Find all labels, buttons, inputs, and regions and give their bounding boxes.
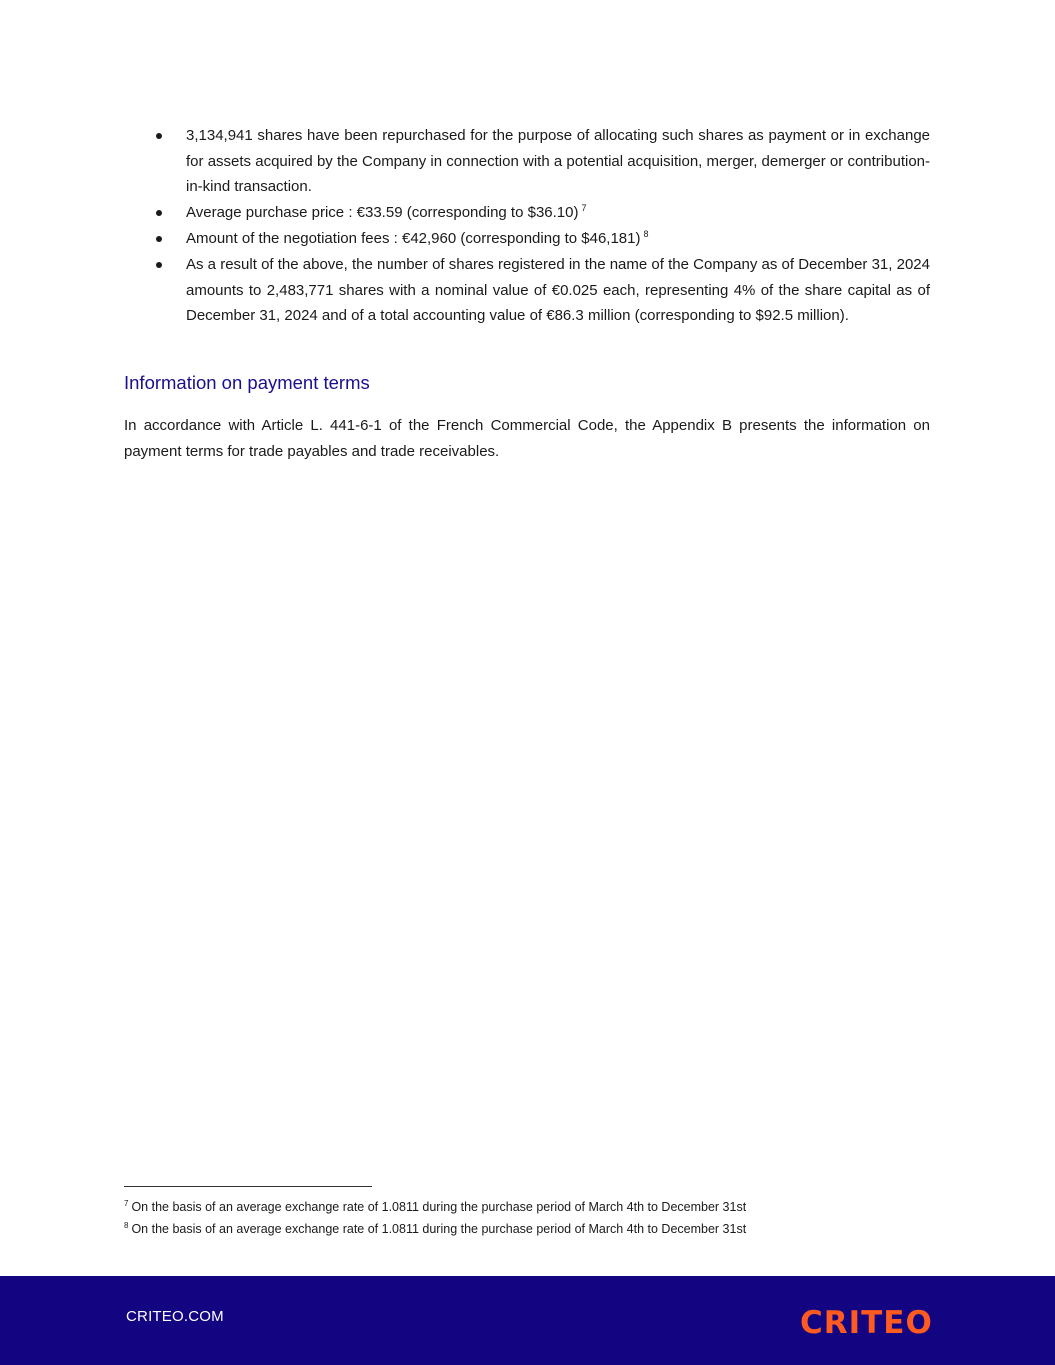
bullet-list — [124, 123, 930, 329]
footer — [0, 1276, 1055, 1365]
bullet-icon — [156, 236, 162, 242]
section-body: In accordance with Article L. 441-6-1 of the French Commercial Code, the Appendix B presents the information on payment terms for trade payables and trade receivables. — [124, 417, 930, 460]
bullet-icon — [156, 262, 162, 268]
footnote-text: On the basis of an average exchange rate of 1.0811 during the purchase period of March 4th to December 31st — [131, 1200, 747, 1214]
list-item — [124, 252, 930, 329]
footnote-ref-8[interactable]: 8 — [643, 229, 649, 239]
criteo-logo: CRITEO — [800, 1305, 933, 1341]
section-title: Information on payment terms — [124, 372, 370, 393]
bullet-icon — [156, 133, 162, 139]
footnotes — [124, 1196, 930, 1240]
footnote-text: On the basis of an average exchange rate of 1.0811 during the purchase period of March 4th to December 31st — [131, 1222, 747, 1236]
list-item — [124, 226, 930, 252]
bullet-text: 3,134,941 shares have been repurchased for the purpose of allocating such shares as payment or in exchange for assets acquired by the Company in connection with a potential acquisition, merger, demerger or contribution-in-kind transaction. — [186, 127, 930, 195]
footnote-divider — [124, 1186, 372, 1187]
bullet-text: As a result of the above, the number of shares registered in the name of the Company as of December 31, 2024 amounts to 2,483,771 shares with a nominal value of €0.025 each, representing 4% of the share capital as of December 31, 2024 and of a total accounting value of €86.3 million (corresponding to $92.5 million). — [186, 256, 930, 324]
page-body — [124, 123, 930, 460]
bullet-icon — [156, 210, 162, 216]
footnote-number: 7 — [124, 1198, 129, 1208]
footnote-item — [124, 1218, 930, 1240]
footnote-item — [124, 1196, 930, 1218]
bullet-text: Average purchase price : €33.59 (corresponding to $36.10) — [186, 204, 579, 221]
footnote-number: 8 — [124, 1220, 129, 1230]
list-item — [124, 200, 930, 226]
footnote-ref-7[interactable]: 7 — [581, 203, 587, 213]
footer-url-link[interactable]: CRITEO.COM — [126, 1308, 224, 1325]
list-item — [124, 123, 930, 200]
bullet-text: Amount of the negotiation fees : €42,960 (corresponding to $46,181) — [186, 230, 641, 247]
